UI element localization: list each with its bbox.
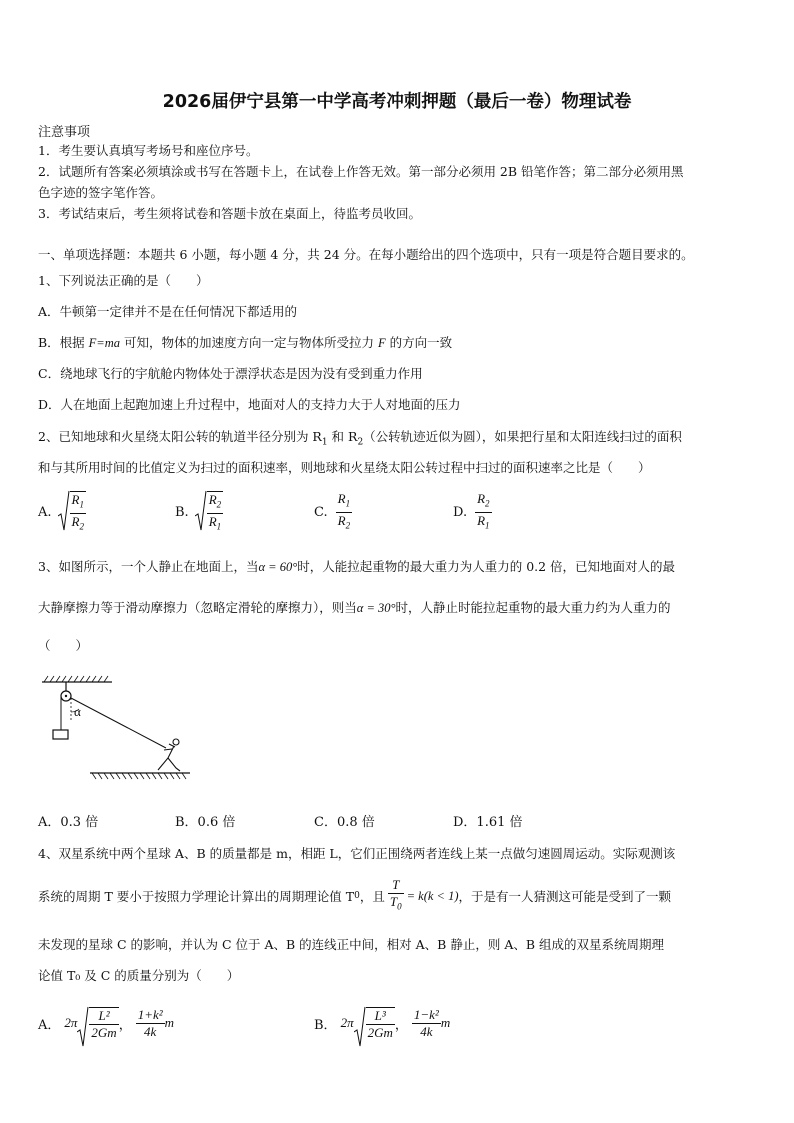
- l-squared: L²: [89, 1008, 118, 1025]
- sqrt-l3-over-2gm: [354, 1006, 395, 1041]
- two-gm: 2Gm: [367, 1024, 393, 1040]
- frac-mass-b: [412, 1007, 441, 1040]
- section-heading: 一、单项选择题：本题共 6 小题，每小题 4 分，共 24 分。在每小题给出的四个选项中，只有一项是符合题目要求的。: [38, 247, 694, 262]
- q4-line-1: 4、双星系统中两个星球 A、B 的质量都是 m，相距 L，它们正围绕两者连线上某一点做匀速圆周运动。实际观测该: [38, 846, 676, 861]
- two-gm: 2Gm: [91, 1024, 117, 1040]
- l-cubed: L³: [366, 1008, 395, 1025]
- comma: ，: [118, 1017, 132, 1033]
- q1-option-b: [38, 333, 452, 351]
- frac-mass-a: [136, 1007, 165, 1040]
- r-symbol: R: [71, 513, 80, 529]
- q1-option-a: A．牛顿第一定律并不是在任何情况下都适用的: [38, 304, 298, 319]
- q4-l2-mid: ，且: [359, 889, 385, 904]
- q4-condition: = k(k < 1): [406, 888, 459, 903]
- q2-d-label: D.: [453, 504, 468, 520]
- frac-r2-over-r1: [475, 491, 491, 533]
- r-sub: 2: [216, 499, 222, 510]
- two-pi: 2π: [340, 1015, 354, 1030]
- num-a: 1+k²: [137, 1006, 163, 1022]
- r-symbol: R: [208, 513, 217, 529]
- frac-t0-sub: 0: [397, 901, 402, 912]
- r-sub: 1: [345, 498, 351, 509]
- q4-line-3: 未发现的星球 C 的影响，并认为 C 位于 A、B 的连线正中间，相对 A、B 静止，则 A、B 组成的双星系统周期理: [38, 937, 665, 952]
- q4-option-a: [38, 1000, 174, 1046]
- q3-line-2: [38, 598, 671, 616]
- q3-option-b: B．0.6 倍: [175, 815, 236, 830]
- q4-line-4: 论值 T₀ 及 C 的质量分别为（ ）: [38, 968, 240, 983]
- q1-option-c: C．绕地球飞行的宇航舱内物体处于漂浮状态是因为没有受到重力作用: [38, 366, 423, 381]
- sqrt-r2-over-r1: [195, 490, 223, 534]
- notice-item-3: 3．考试结束后，考生须将试卷和答题卡放在桌面上，待监考员收回。: [38, 206, 421, 221]
- num-b: 1−k²: [413, 1006, 439, 1022]
- frac-t0: T: [389, 894, 398, 910]
- q4-option-b: [314, 1000, 450, 1046]
- q2-a-label: A.: [38, 504, 52, 520]
- r-symbol: R: [71, 491, 80, 507]
- q3-angle-60: α = 60°: [258, 560, 298, 574]
- q4-l2-pre: 系统的周期 T 要小于按照力学理论计算出的周期理论值 T: [38, 889, 355, 904]
- q2-l1-post: （公转轨迹近似为圆），如果把行星和太阳连线扫过的面积: [363, 429, 682, 444]
- frac-t-over-t0: [388, 877, 404, 915]
- q1-option-d: D．人在地面上起跑加速上升过程中，地面对人的支持力大于人对地面的压力: [38, 397, 461, 412]
- notice-item-2: 2．试题所有答案必须填涂或书写在答题卡上，在试卷上作答无效。第一部分必须用 2B 铅笔作答；第二部分必须用黑: [38, 164, 684, 179]
- frac-r1-over-r2: [336, 491, 352, 533]
- comma: ，: [394, 1017, 408, 1033]
- den-4k: 4k: [144, 1023, 157, 1039]
- r-sub: 1: [79, 499, 84, 510]
- r-sub: 1: [216, 521, 222, 532]
- notice-item-2-cont: 色字迹的签字笔作答。: [38, 185, 164, 200]
- r-symbol: R: [477, 490, 486, 506]
- alpha-label: α: [74, 704, 81, 719]
- r-sub: 1: [485, 520, 490, 531]
- q4-l2-post: ，于是有一人猜测这可能是受到了一颗: [458, 889, 672, 904]
- q1-b-formula: F=ma: [88, 336, 121, 350]
- q2-sub2: 2: [357, 437, 364, 448]
- q3-option-c: C．0.8 倍: [314, 815, 375, 830]
- page-title: 2026届伊宁县第一中学高考冲刺押题（最后一卷）物理试卷: [162, 92, 632, 112]
- q2-line-2: 和与其所用时间的比值定义为扫过的面积速率，则地球和火星绕太阳公转过程中扫过的面积速率之比是（ ）: [38, 460, 651, 475]
- mass-m: m: [164, 1015, 175, 1030]
- ceiling: [42, 676, 112, 682]
- rope-to-person: [71, 698, 166, 748]
- q2-b-label: B.: [175, 504, 189, 520]
- q1-stem: 1、下列说法正确的是（ ）: [38, 273, 209, 288]
- frac-t: T: [388, 877, 404, 894]
- r-symbol: R: [477, 512, 486, 528]
- q4-b-label: B．: [314, 1017, 337, 1033]
- q3-line-3: （ ）: [38, 638, 89, 653]
- q3-option-a: A．0.3 倍: [38, 815, 99, 830]
- q2-option-a: [38, 490, 86, 534]
- q4-t0-sub: 0: [354, 891, 360, 901]
- r-sub: 2: [79, 521, 84, 532]
- q1-b-f: F: [377, 336, 386, 350]
- q2-c-label: C.: [314, 504, 328, 520]
- q3-angle-30: α = 30°: [356, 601, 396, 615]
- r-symbol: R: [208, 491, 217, 507]
- q2-option-b: [175, 490, 223, 534]
- notice-heading: 注意事项: [38, 125, 91, 140]
- notice-item-1: 1．考生要认真填写考场号和座位序号。: [38, 143, 259, 158]
- q1-b-pre: B．根据: [38, 335, 89, 350]
- sqrt-r1-over-r2: [58, 490, 86, 534]
- q1-b-post: 的方向一致: [385, 335, 453, 350]
- q2-line-1: [38, 427, 682, 448]
- q3-l1-post: 时，人能拉起重物的最大重力为人重力的 0.2 倍，已知地面对人的最: [297, 559, 676, 574]
- q3-l2-pre: 大静摩擦力等于滑动摩擦力（忽略定滑轮的摩擦力），则当: [38, 600, 357, 615]
- q3-line-1: [38, 557, 675, 575]
- weight-block: [53, 730, 68, 739]
- den-4k: 4k: [420, 1023, 433, 1039]
- q2-l1-pre: 2、已知地球和火星绕太阳公转的轨道半径分别为 R: [38, 429, 322, 444]
- pulley-figure: [38, 672, 198, 784]
- r-symbol: R: [337, 512, 346, 528]
- q2-sub1: 1: [321, 437, 328, 448]
- q2-option-d: [453, 490, 492, 534]
- q4-a-label: A．: [38, 1017, 61, 1033]
- q3-option-d: D．1.61 倍: [453, 815, 523, 830]
- r-sub: 2: [485, 498, 490, 509]
- q4-line-2: [38, 878, 671, 914]
- q2-option-c: [314, 490, 352, 534]
- mass-m: m: [440, 1015, 451, 1030]
- q1-b-mid: 可知，物体的加速度方向一定与物体所受拉力: [120, 335, 378, 350]
- two-pi: 2π: [64, 1015, 78, 1030]
- r-sub: 2: [345, 520, 351, 531]
- person-icon: [158, 739, 180, 771]
- q3-l1-pre: 3、如图所示，一个人静止在地面上，当: [38, 559, 259, 574]
- sqrt-l2-over-2gm: [77, 1006, 118, 1041]
- q2-l1-mid: 和 R: [327, 429, 358, 444]
- q3-l2-post: 时，人静止时能拉起重物的最大重力约为人重力的: [395, 600, 671, 615]
- r-symbol: R: [337, 490, 346, 506]
